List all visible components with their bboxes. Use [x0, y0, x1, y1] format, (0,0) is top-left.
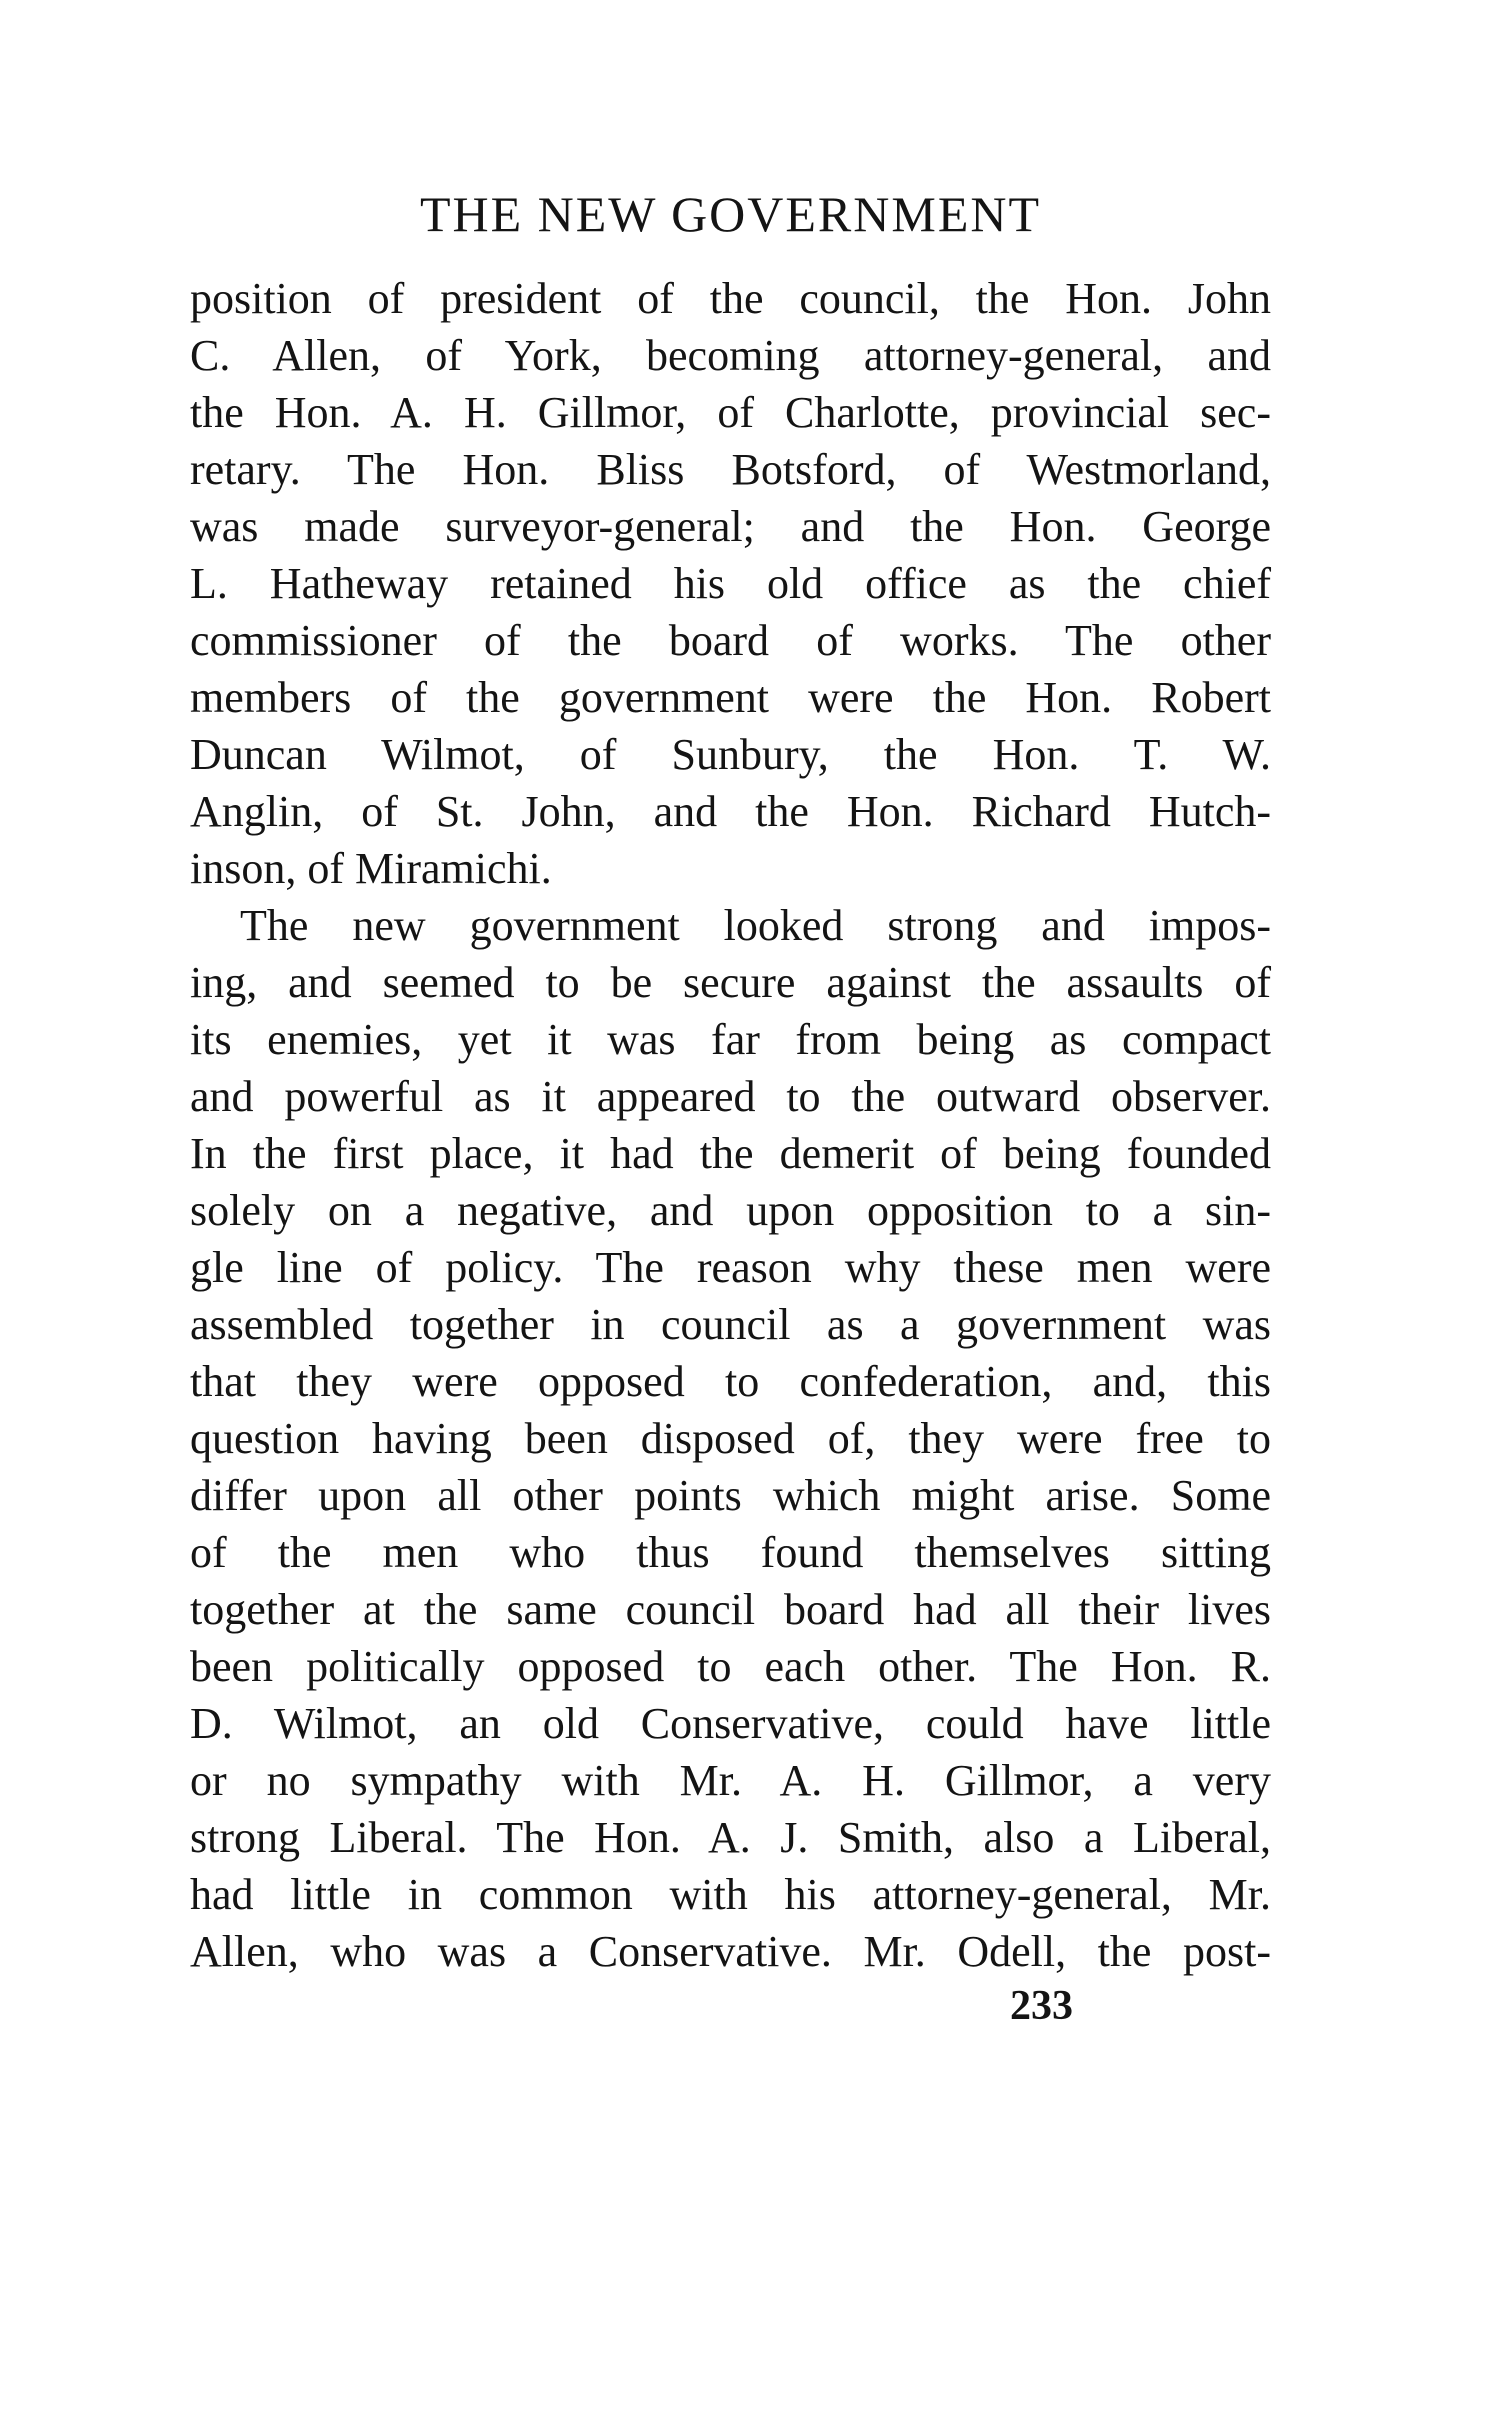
text-line: together at the same council board had all their lives [190, 1585, 1271, 1634]
text-line: the Hon. A. H. Gillmor, of Charlotte, provincial sec- [190, 388, 1271, 437]
text-line: Anglin, of St. John, and the Hon. Richard Hutch- [190, 787, 1271, 836]
text-line: Allen, who was a Conservative. Mr. Odell, the post- [190, 1927, 1271, 1976]
text-line: strong Liberal. The Hon. A. J. Smith, also a Liberal, [190, 1813, 1271, 1862]
body-text [190, 270, 1271, 1980]
text-line: inson, of Miramichi. [190, 844, 552, 893]
text-line: question having been disposed of, they were free to [190, 1414, 1271, 1463]
text-line: that they were opposed to confederation, and, this [190, 1357, 1271, 1406]
text-line: of the men who thus found themselves sitting [190, 1528, 1271, 1577]
text-line: assembled together in council as a government was [190, 1300, 1271, 1349]
text-line: and powerful as it appeared to the outward observer. [190, 1072, 1271, 1121]
running-head: THE NEW GOVERNMENT [419, 186, 1042, 242]
text-line: In the first place, it had the demerit of being founded [190, 1129, 1271, 1178]
text-line: L. Hatheway retained his old office as the chief [190, 559, 1271, 608]
text-line: The new government looked strong and impos- [240, 901, 1271, 950]
paragraph-2 [190, 897, 1271, 1980]
text-line: ing, and seemed to be secure against the assaults of [190, 958, 1271, 1007]
text-line: gle line of policy. The reason why these men were [190, 1243, 1271, 1292]
text-line: had little in common with his attorney-general, Mr. [190, 1870, 1271, 1919]
text-line: been politically opposed to each other. The Hon. R. [190, 1642, 1271, 1691]
text-line: its enemies, yet it was far from being as compact [190, 1015, 1271, 1064]
text-line: C. Allen, of York, becoming attorney-general, and [190, 331, 1271, 380]
page-number: 233 [1010, 1983, 1073, 2029]
text-line: retary. The Hon. Bliss Botsford, of Westmorland, [190, 445, 1271, 494]
text-line: differ upon all other points which might arise. Some [190, 1471, 1271, 1520]
paragraph-1 [190, 270, 1271, 897]
text-line: was made surveyor-general; and the Hon. George [190, 502, 1271, 551]
text-line: Duncan Wilmot, of Sunbury, the Hon. T. W. [190, 730, 1271, 779]
text-line: commissioner of the board of works. The other [190, 616, 1271, 665]
text-line: or no sympathy with Mr. A. H. Gillmor, a very [190, 1756, 1271, 1805]
text-line: solely on a negative, and upon opposition to a sin- [190, 1186, 1271, 1235]
text-line: position of president of the council, the Hon. John [190, 274, 1271, 323]
text-line: members of the government were the Hon. Robert [190, 673, 1271, 722]
text-line: D. Wilmot, an old Conservative, could have little [190, 1699, 1271, 1748]
